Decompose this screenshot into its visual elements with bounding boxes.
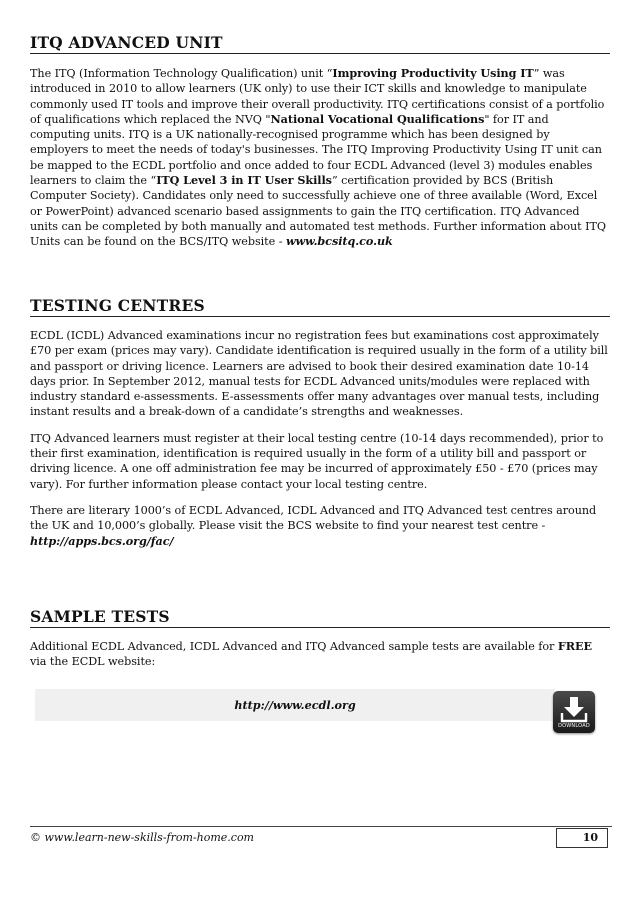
testing-paragraph-1: ECDL (ICDL) Advanced examinations incur no registration fees but examinations cost approximately £70 per exam (prices may vary). Candidate identification is required usually in the form of a utility bill and passport or driving licence. Learners are advised to book their desired examination date 10-14 days prior. In September 2012, manual tests for ECDL Advanced units/modules were replaced with industry standard e-assessments. E-assessments offer many advantages over manual tests, including instant results and a break-down of a candidate’s strengths and weaknesses. — [30, 329, 608, 419]
text-run: The ITQ (Information Technology Qualification) unit “ — [30, 67, 333, 80]
section-heading: ITQ ADVANCED UNIT — [30, 34, 610, 54]
emphasis-text: National Vocational Qualifications — [270, 111, 485, 126]
emphasis-text: FREE — [557, 639, 592, 653]
emphasis-text: ITQ Level 3 in IT User Skills — [156, 173, 332, 188]
download-button[interactable] — [553, 691, 595, 733]
download-label: DOWNLOAD — [558, 723, 590, 729]
section-heading: TESTING CENTRES — [30, 297, 610, 317]
sample-tests-paragraph — [30, 639, 610, 670]
emphasis-text: Improving Productivity Using IT — [332, 66, 534, 80]
text-run: via the ECDL website: — [30, 655, 156, 669]
section-heading: SAMPLE TESTS — [30, 608, 610, 628]
text-run: ” was introduced in 2010 to allow learners (UK only) to use their ICT skills and knowledge to manipulate commonly used IT tools and improve their overall productivity. ITQ certifications consist of a portfolio of qualifications which replaced the NVQ " — [30, 67, 605, 126]
testing-paragraph-2: ITQ Advanced learners must register at their local testing centre (10-14 days recommended), prior to their first examination, identification is required usually in the form of a utility bill and passport or driving licence. A one off administration fee may be incurred of approximately £50 - £70 (prices may vary). For further information please contact your local testing centre. — [30, 431, 604, 491]
ecdl-link[interactable]: http://www.ecdl.org — [234, 698, 356, 712]
page-number: 10 — [582, 831, 598, 844]
section-itq-advanced-unit — [30, 34, 610, 250]
testing-paragraph-3 — [30, 503, 610, 549]
footer-divider — [30, 826, 612, 827]
section-testing-centres — [30, 297, 610, 549]
text-run: There are literary 1000’s of ECDL Advanced, ICDL Advanced and ITQ Advanced test centres around the UK and 10,000’s globally. Please visit the BCS website to find your nearest test centre - — [30, 503, 597, 533]
section-sample-tests — [30, 608, 610, 670]
itq-paragraph — [30, 66, 610, 250]
footer-site: © www.learn-new-skills-from-home.com — [30, 831, 254, 844]
text-run: " for IT and computing units. ITQ is a UK nationally-recognised programme which has been designed by employers to meet the needs of today's businesses. The ITQ Improving Productivity Using IT unit can be mapped to the ECDL portfolio and once added to four ECDL Advanced (level 3) modules enables learners to claim the “ — [30, 112, 602, 188]
text-run: ” certification provided by BCS (British Computer Society). Candidates only need to successfully achieve one of three available (Word, Excel or PowerPoint) advanced scenario based assignments to gain the ITQ certification. ITQ Advanced units can be completed by both manually and automated test methods. Further information about ITQ Units can be found on the BCS/ITQ website - — [30, 174, 607, 249]
ecdl-link-bar — [35, 689, 555, 721]
bcsitq-link[interactable]: www.bcsitq.co.uk — [285, 234, 393, 249]
bcs-test-centre-link[interactable]: http://apps.bcs.org/fac/ — [30, 533, 174, 548]
page-number-box — [556, 828, 608, 848]
text-run: Additional ECDL Advanced, ICDL Advanced and ITQ Advanced sample tests are available for — [30, 640, 558, 653]
